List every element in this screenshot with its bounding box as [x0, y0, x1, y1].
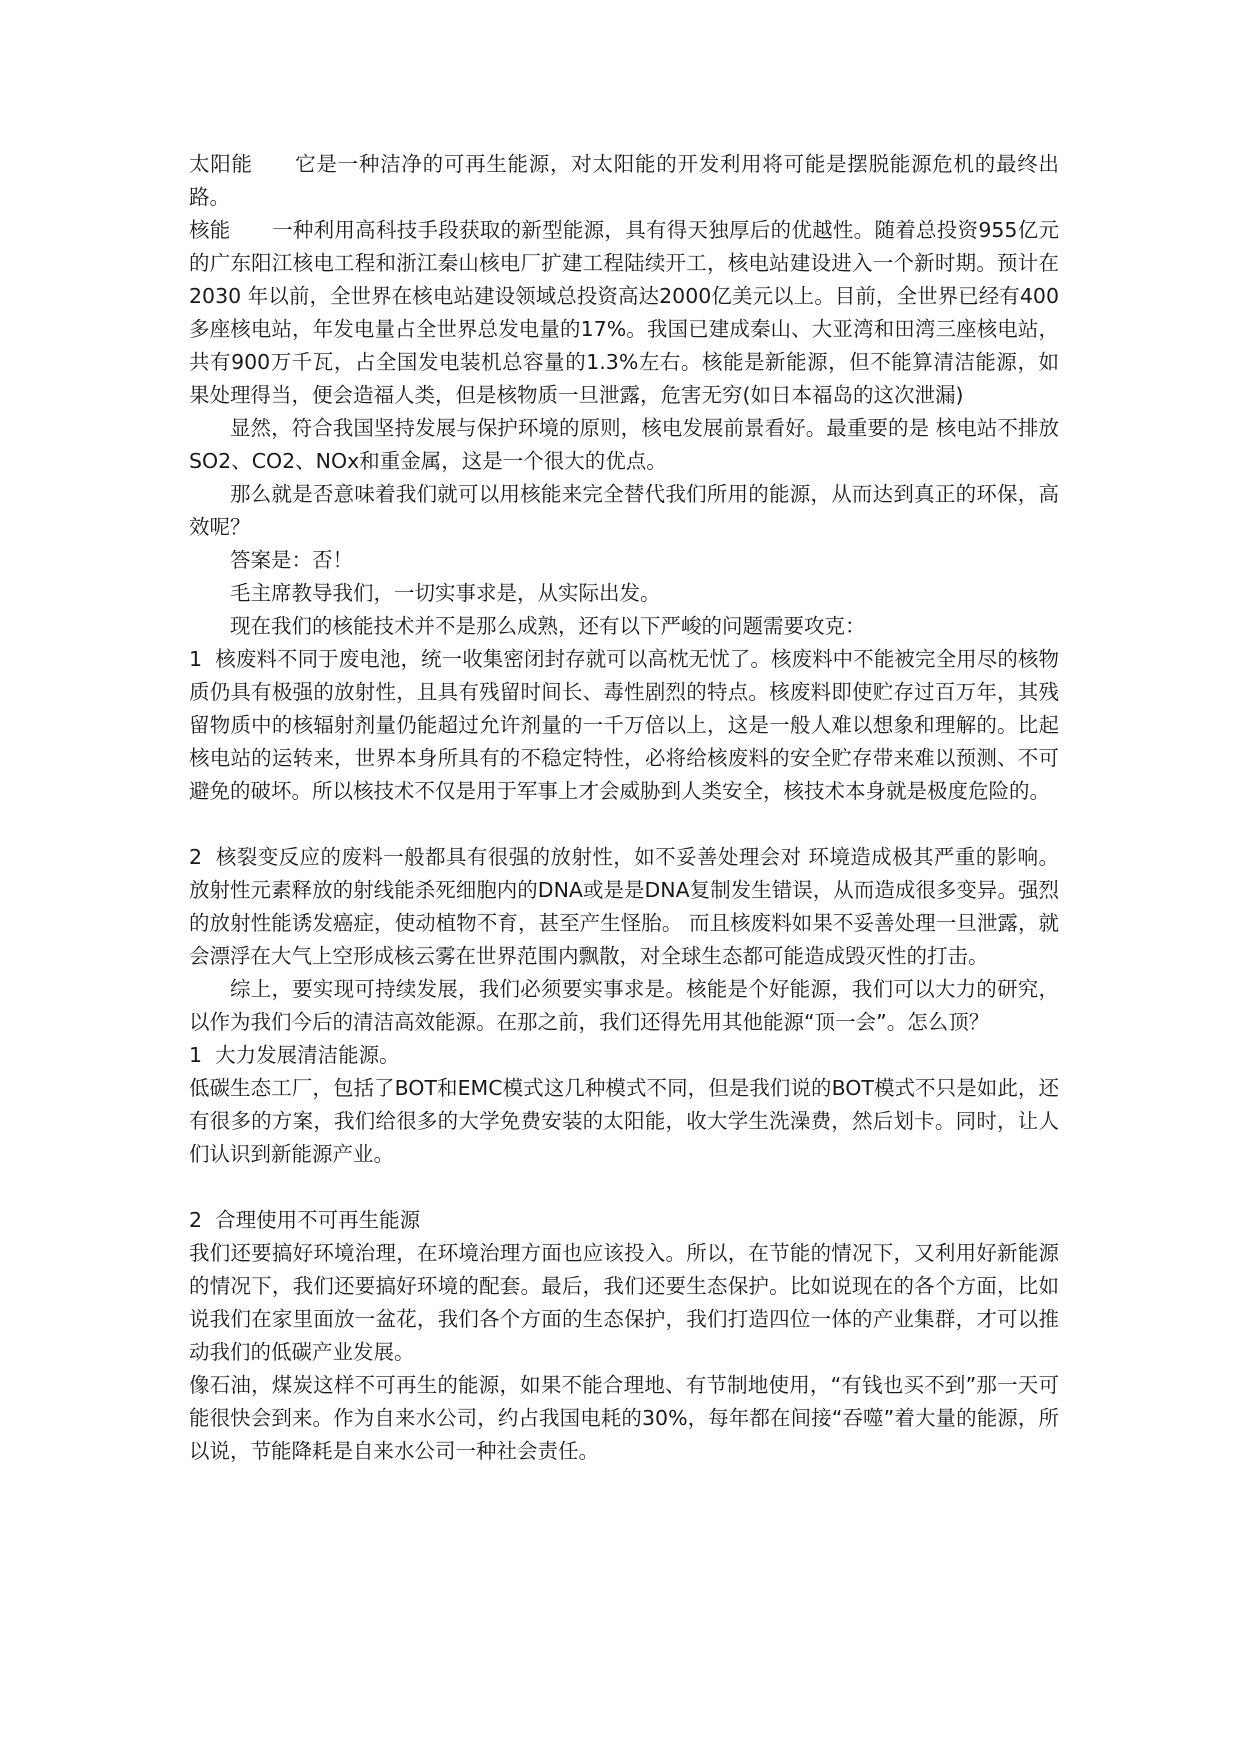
paragraph-quote: 毛主席教导我们，一切实事求是，从实际出发。 [230, 581, 661, 605]
paragraph-problems-intro: 现在我们的核能技术并不是那么成熟，还有以下严峻的问题需要攻克： [230, 614, 866, 638]
paragraph-oil-coal: 像石油，煤炭这样不可再生的能源，如果不能合理地、有节制地使用，“有钱也买不到”那一天可能很快会到来。作为自来水公司，约占我国电耗的30%，每年都在间接“吞噬”着大量的能源，所以说，节能降耗是自来水公司一种社会责任。 [189, 1373, 1059, 1463]
paragraph-summary: 综上，要实现可持续发展，我们必须要实事求是。核能是个好能源，我们可以大力的研究，以作为我们今后的清洁高效能源。在那之前，我们还得先用其他能源“顶一会”。怎么顶？ [189, 977, 1059, 1034]
paragraph-question: 那么就是否意味着我们就可以用核能来完全替代我们所用的能源，从而达到真正的环保，高效呢？ [189, 482, 1059, 539]
heading-nonrenewable: 2 合理使用不可再生能源 [189, 1208, 421, 1232]
paragraph-answer: 答案是：否！ [230, 548, 353, 572]
paragraph-solar: 太阳能 它是一种洁净的可再生能源，对太阳能的开发利用将可能是摆脱能源危机的最终出路。 [189, 152, 1059, 209]
heading-clean-energy: 1 大力发展清洁能源。 [189, 1043, 400, 1067]
paragraph-problem-1: 1 核废料不同于废电池，统一收集密闭封存就可以高枕无忧了。核废料中不能被完全用尽的核物质仍具有极强的放射性，且具有残留时间长、毒性剧烈的特点。核废料即使贮存过百万年，其残留物质中的核辐射剂量仍能超过允许剂量的一千万倍以上，这是一般人难以想象和理解的。比起核电站的运转来，世界本身所具有的不稳定特性，必将给核废料的安全贮存带来难以预测、不可避免的破坏。所以核技术不仅是用于军事上才会威胁到人类安全，核技术本身就是极度危险的。 [189, 647, 1059, 803]
blank-line [189, 1171, 1059, 1204]
document-body [189, 148, 1066, 1468]
blank-line [189, 808, 1059, 841]
paragraph-environment: 我们还要搞好环境治理，在环境治理方面也应该投入。所以，在节能的情况下，又利用好新能源的情况下，我们还要搞好环境的配套。最后，我们还要生态保护。比如说现在的各个方面，比如说我们在家里面放一盆花，我们各个方面的生态保护，我们打造四位一体的产业集群，才可以推动我们的低碳产业发展。 [189, 1241, 1059, 1364]
paragraph-low-carbon-factory: 低碳生态工厂，包括了BOT和EMC模式这几种模式不同，但是我们说的BOT模式不只是如此，还有很多的方案，我们给很多的大学免费安装的太阳能，收大学生洗澡费，然后划卡。同时，让人们认识到新能源产业。 [189, 1076, 1059, 1166]
paragraph-nuclear-prospect: 显然，符合我国坚持发展与保护环境的原则，核电发展前景看好。最重要的是 核电站不排放SO2、CO2、NOx和重金属，这是一个很大的优点。 [189, 416, 1059, 473]
paragraph-nuclear: 核能 一种利用高科技手段获取的新型能源，具有得天独厚后的优越性。随着总投资955亿元的广东阳江核电工程和浙江秦山核电厂扩建工程陆续开工，核电站建设进入一个新时期。预计在 2030 年以前，全世界在核电站建设领域总投资高达2000亿美元以上。目前，全世界已经有400多座核电站，年发电量占全世界总发电量的17%。我国已建成秦山、大亚湾和田湾三座核电站，共有900万千瓦，占全国发电装机总容量的1.3%左右。核能是新能源，但不能算清洁能源，如果处理得当，便会造福人类，但是核物质一旦泄露，危害无穷(如日本福岛的这次泄漏) [189, 218, 1066, 407]
paragraph-problem-2: 2 核裂变反应的废料一般都具有很强的放射性，如不妥善处理会对 环境造成极其严重的影响。放射性元素释放的射线能杀死细胞内的DNA或是是DNA复制发生错误，从而造成很多变异。强烈的放射性能诱发癌症，使动植物不育，甚至产生怪胎。 而且核废料如果不妥善处理一旦泄露，就会漂浮在大气上空形成核云雾在世界范围内飘散，对全球生态都可能造成毁灭性的打击。 [189, 845, 1059, 968]
